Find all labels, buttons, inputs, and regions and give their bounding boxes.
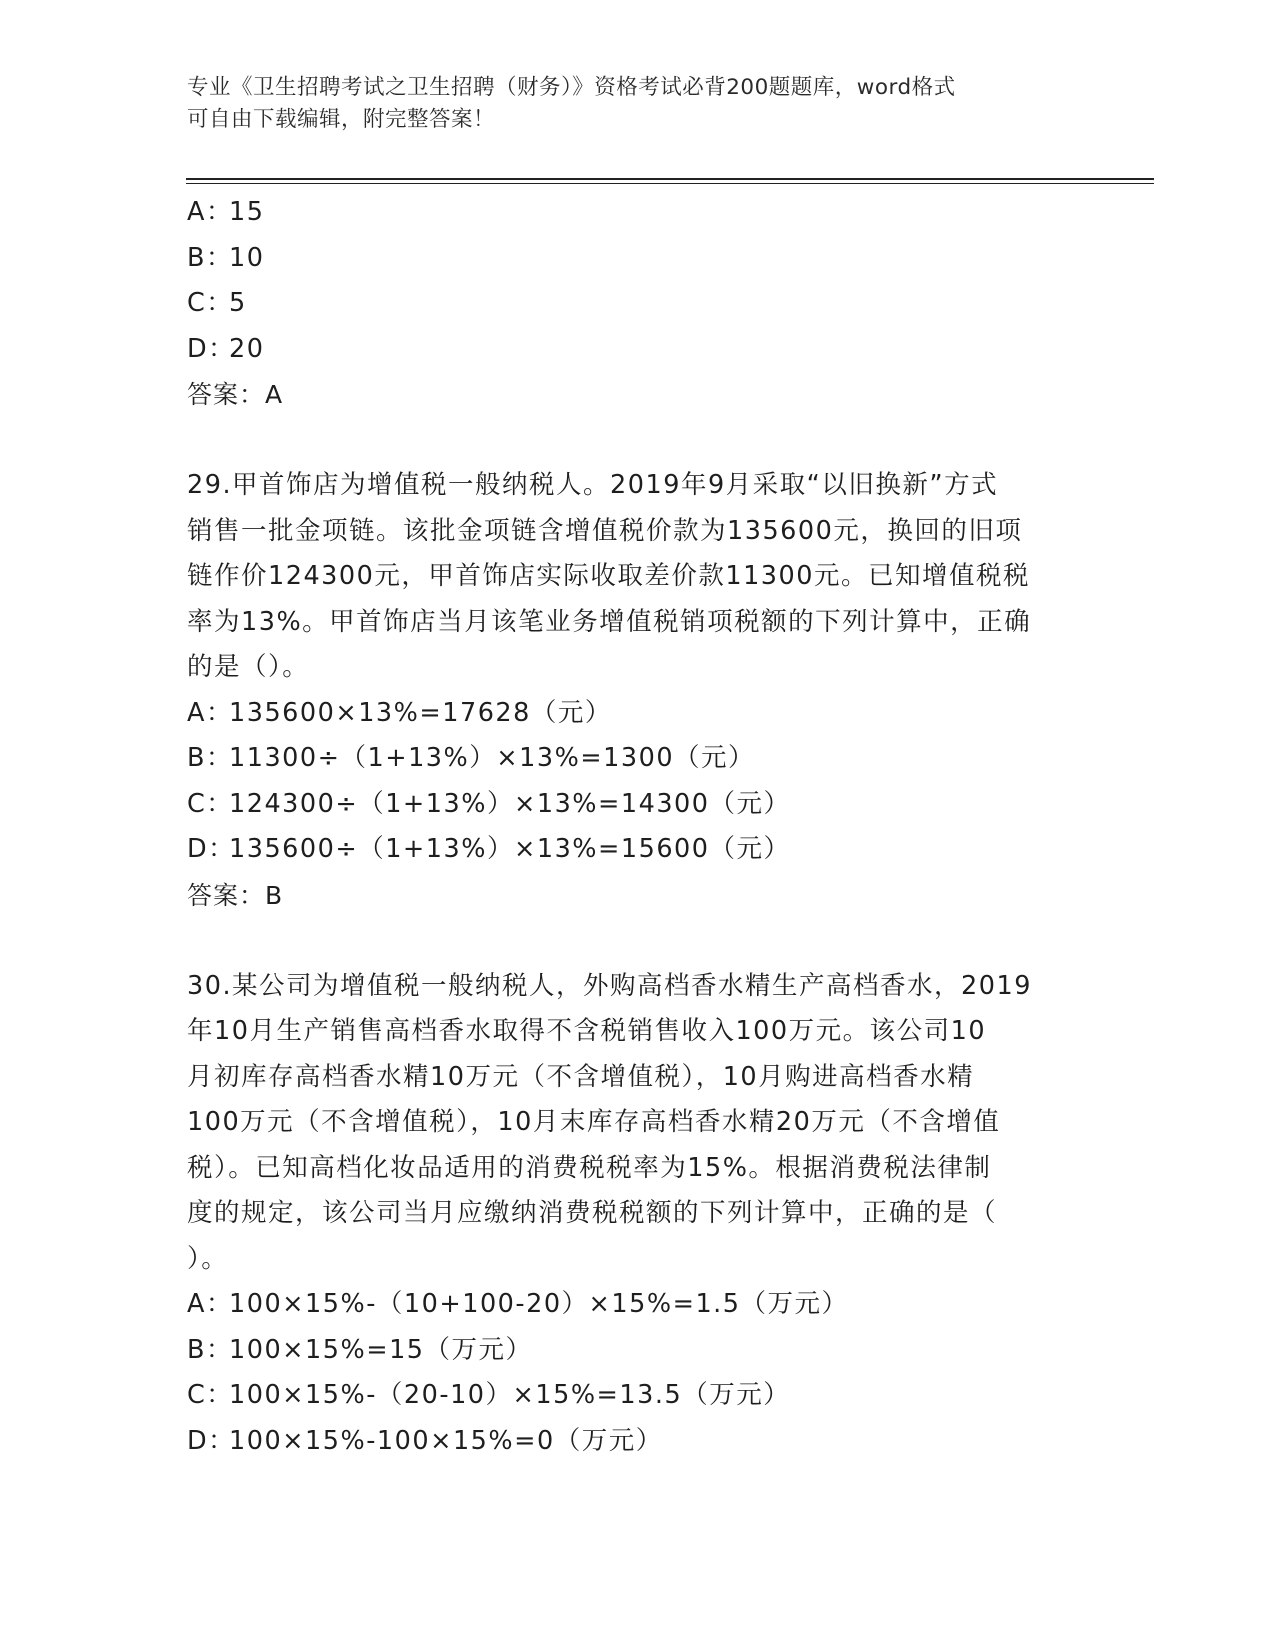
option-a [187,691,1087,737]
spacer [187,918,1087,964]
option-letter: C： [187,788,234,819]
option-c [187,1373,1087,1419]
option-text: 135600×13%=17628（元） [229,697,612,728]
question-stem-line: 29.甲首饰店为增值税一般纳税人。2019年9月采取“以旧换新”方式 [187,470,999,500]
question-stem-line: 度的规定，该公司当月应缴纳消费税税额的下列计算中，正确的是（ [187,1198,998,1228]
header-rule-thin [186,183,1154,184]
option-b [187,736,1087,782]
option-text: 11300÷（1+13%）×13%=1300（元） [229,743,756,773]
option-d [187,327,1087,373]
option-text: 135600÷（1+13%）×13%=15600（元） [229,834,791,864]
option-letter: C： [187,288,234,318]
option-c [187,782,1087,828]
option-letter: B： [187,743,233,773]
question-stem-line: 年10月生产销售高档香水取得不含税销售收入100万元。该公司10 [187,1016,987,1046]
header-line-2: 可自由下载编辑，附完整答案！ [187,107,496,132]
question-29 [187,463,1087,918]
option-letter: D： [187,1425,236,1456]
option-letter: B： [187,1334,233,1365]
question-stem-line: 100万元（不含增值税），10月末库存高档香水精20万元（不含增值 [187,1107,1001,1137]
option-text: 100×15%-（10+100-20）×15%=1.5（万元） [229,1289,849,1319]
option-text: 15 [229,197,265,227]
option-d [187,827,1087,873]
option-a [187,1282,1087,1328]
document-content [187,190,1087,1464]
question-28-options [187,190,1087,418]
option-text: 20 [229,333,265,364]
document-header [187,72,1067,136]
header-rule-thick [186,178,1154,180]
question-stem-line: ）。 [187,1243,229,1274]
option-letter: A： [187,697,233,728]
option-letter: C： [187,1380,234,1410]
option-text: 10 [229,242,265,273]
option-letter: B： [187,242,233,273]
question-stem-line: 率为13%。甲首饰店当月该笔业务增值税销项税额的下列计算中，正确 [187,606,1032,637]
answer-line: 答案：B [187,880,284,910]
question-30 [187,964,1087,1465]
question-stem-line: 税）。已知高档化妆品适用的消费税税率为15%。根据消费税法律制 [187,1152,992,1183]
option-text: 124300÷（1+13%）×13%=14300（元） [229,788,791,819]
header-line-1: 专业《卫生招聘考试之卫生招聘（财务）》资格考试必背200题题库，word格式 [187,75,956,100]
option-d [187,1419,1087,1465]
option-b [187,236,1087,282]
question-stem-line: 销售一批金项链。该批金项链含增值税价款为135600元，换回的旧项 [187,515,1023,546]
question-stem-line: 30.某公司为增值税一般纳税人，外购高档香水精生产高档香水，2019 [187,970,1032,1001]
question-stem-line: 的是（）。 [187,652,310,682]
answer-line: 答案：A [187,380,284,409]
option-text: 100×15%-（20-10）×15%=13.5（万元） [229,1380,791,1410]
question-stem-line: 月初库存高档香水精10万元（不含增值税），10月购进高档香水精 [187,1061,975,1092]
option-text: 5 [229,288,247,318]
spacer [187,418,1087,464]
option-b [187,1328,1087,1374]
option-c [187,281,1087,327]
option-letter: A： [187,197,233,227]
option-letter: D： [187,834,236,864]
option-letter: D： [187,333,236,364]
option-text: 100×15%-100×15%=0（万元） [229,1425,663,1456]
option-letter: A： [187,1289,233,1319]
option-text: 100×15%=15（万元） [229,1334,533,1365]
question-stem-line: 链作价124300元，甲首饰店实际收取差价款11300元。已知增值税税 [187,561,1030,591]
option-a [187,190,1087,236]
